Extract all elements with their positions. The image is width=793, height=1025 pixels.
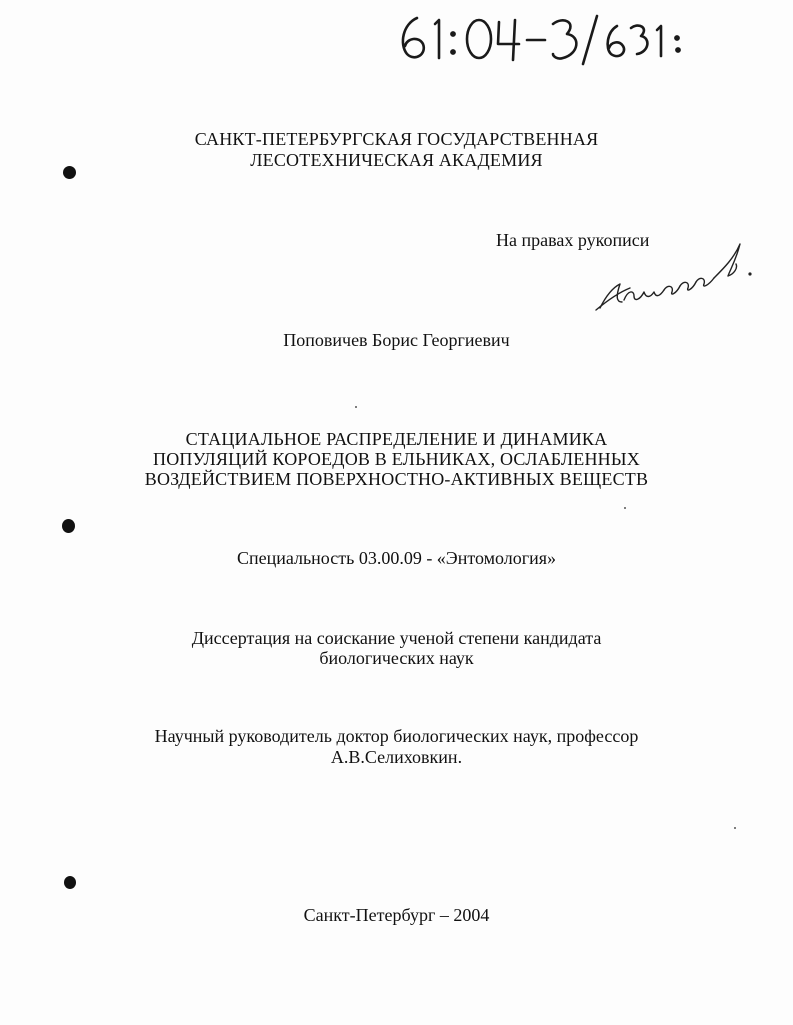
dissertation-title-line-1: СТАЦИАЛЬНОЕ РАСПРЕДЕЛЕНИЕ И ДИНАМИКА — [185, 429, 608, 449]
city-and-year: Санкт-Петербург – 2004 — [303, 905, 490, 925]
supervisor-line-1: Научный руководитель доктор биологических наук, профессор — [154, 726, 639, 746]
manuscript-rights-note: На правах рукописи — [496, 230, 650, 250]
degree-line-1: Диссертация на соискание ученой степени кандидата — [191, 628, 602, 648]
specialty: Специальность 03.00.09 - «Энтомология» — [236, 548, 557, 568]
dissertation-title-line-2: ПОПУЛЯЦИЙ КОРОЕДОВ В ЕЛЬНИКАХ, ОСЛАБЛЕННЫХ — [153, 449, 640, 469]
dissertation-title-line-3: ВОЗДЕЙСТВИЕМ ПОВЕРХНОСТНО-АКТИВНЫХ ВЕЩЕСТВ — [144, 469, 649, 489]
scan-speck — [355, 406, 357, 408]
punch-hole-bottom — [64, 876, 76, 889]
supervisor-line-2: А.В.Селиховкин. — [330, 747, 463, 767]
punch-hole-middle — [62, 519, 75, 533]
author-name: Поповичев Борис Георгиевич — [283, 330, 510, 350]
author-signature-handwritten — [590, 240, 760, 320]
institution-line-2: ЛЕСОТЕХНИЧЕСКАЯ АКАДЕМИЯ — [250, 150, 543, 170]
scan-speck — [734, 827, 736, 829]
scan-speck — [624, 507, 626, 509]
degree-line-2: биологических наук — [319, 648, 474, 668]
archive-stamp-handwritten — [395, 8, 695, 68]
institution-line-1: САНКТ-ПЕТЕРБУРГСКАЯ ГОСУДАРСТВЕННАЯ — [194, 129, 599, 149]
